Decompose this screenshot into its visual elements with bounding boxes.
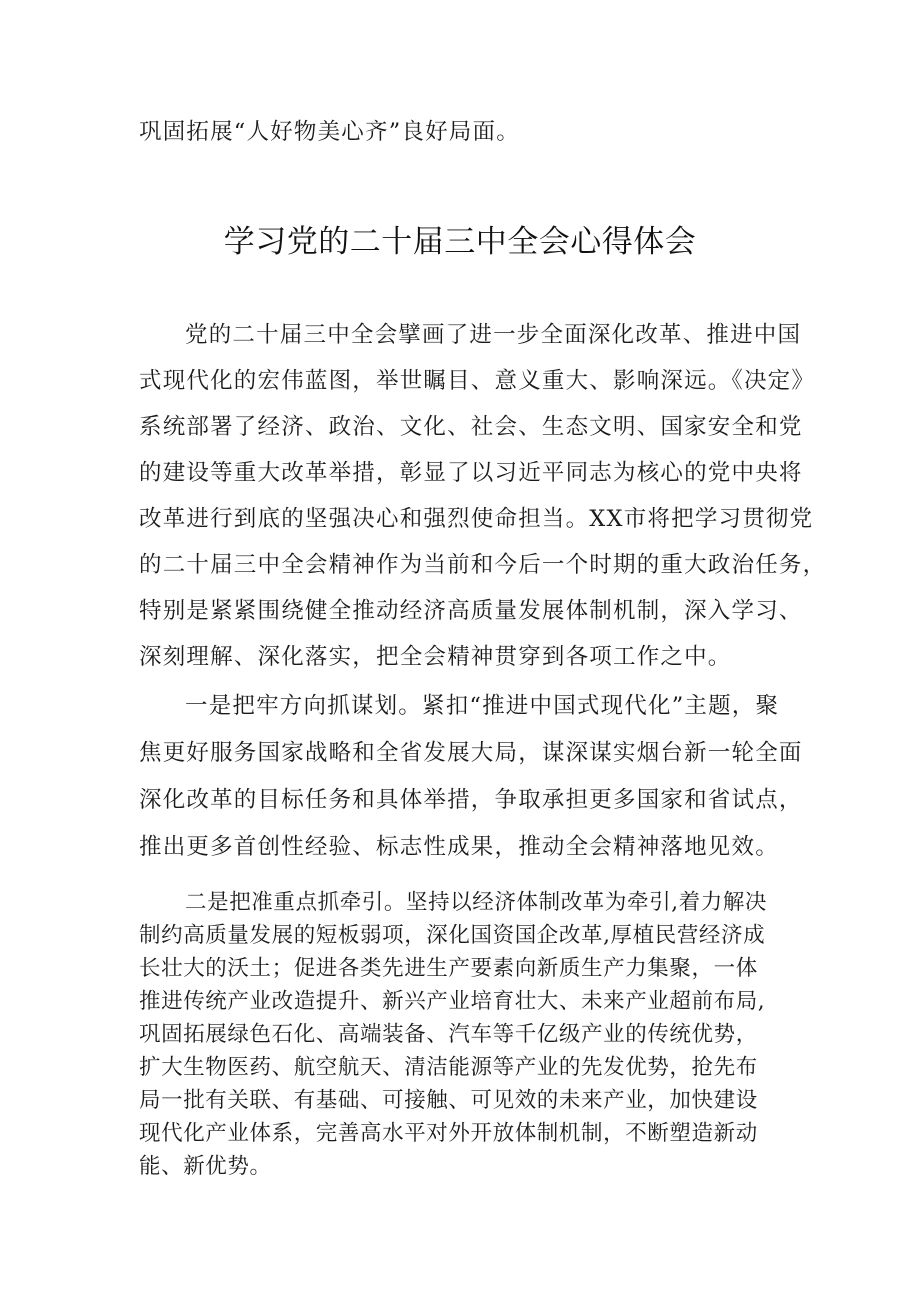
paragraph-line: 扩大生物医药、航空航天、清洁能源等产业的先发优势，抢先布 — [139, 1055, 758, 1080]
paragraph-line: 制约高质量发展的短板弱项，深化国资国企改革,厚植民营经济成 — [139, 923, 766, 948]
paragraph-line: 推进传统产业改造提升、新兴产业培育壮大、未来产业超前布局, — [139, 989, 766, 1014]
paragraph-line: 深化改革的目标任务和具体举措，争取承担更多国家和省试点， — [139, 787, 803, 813]
paragraph-line: 改革进行到底的坚强决心和强烈使命担当。XX市将把学习贯彻党 — [139, 506, 814, 532]
carryover-line: 巩固拓展“人好物美心齐”良好局面。 — [139, 119, 520, 145]
paragraph-line: 推出更多首创性经验、标志性成果，推动全会精神落地见效。 — [139, 834, 779, 860]
paragraph-line: 焦更好服务国家战略和全省发展大局，谋深谋实烟台新一轮全面 — [139, 740, 803, 766]
paragraph-line: 长壮大的沃土；促进各类先进生产要素向新质生产力集聚，一体 — [139, 956, 758, 981]
paragraph-line: 深刻理解、深化落实，把全会精神贯穿到各项工作之中。 — [139, 644, 732, 670]
paragraph-line: 能、新优势。 — [139, 1154, 272, 1179]
paragraph-line: 特别是紧紧围绕健全推动经济高质量发展体制机制，深入学习、 — [139, 598, 803, 624]
paragraph-line: 式现代化的宏伟蓝图，举世瞩目、意义重大、影响深远。《决定》 — [139, 368, 816, 394]
paragraph-line: 局一批有关联、有基础、可接触、可见效的未来产业，加快建设 — [139, 1088, 758, 1113]
paragraph-line: 的建设等重大改革举措，彰显了以习近平同志为核心的党中央将 — [139, 460, 803, 486]
paragraph-line: 二是把准重点抓牵引。坚持以经济体制改革为牵引,着力解决 — [185, 890, 768, 915]
paragraph-line: 现代化产业体系，完善高水平对外开放体制机制，不断塑造新动 — [139, 1121, 758, 1146]
paragraph-line: 党的二十届三中全会擘画了进一步全面深化改革、推进中国 — [185, 322, 802, 348]
paragraph-line: 巩固拓展绿色石化、高端装备、汽车等千亿级产业的传统优势， — [139, 1022, 758, 1047]
paragraph-line: 系统部署了经济、政治、文化、社会、生态文明、国家安全和党 — [139, 414, 803, 440]
document-title: 学习党的二十届三中全会心得体会 — [223, 224, 697, 260]
paragraph-line: 的二十届三中全会精神作为当前和今后一个时期的重大政治任务， — [139, 552, 827, 578]
paragraph-line: 一是把牢方向抓谋划。紧扣“推进中国式现代化”主题，聚 — [185, 693, 780, 719]
